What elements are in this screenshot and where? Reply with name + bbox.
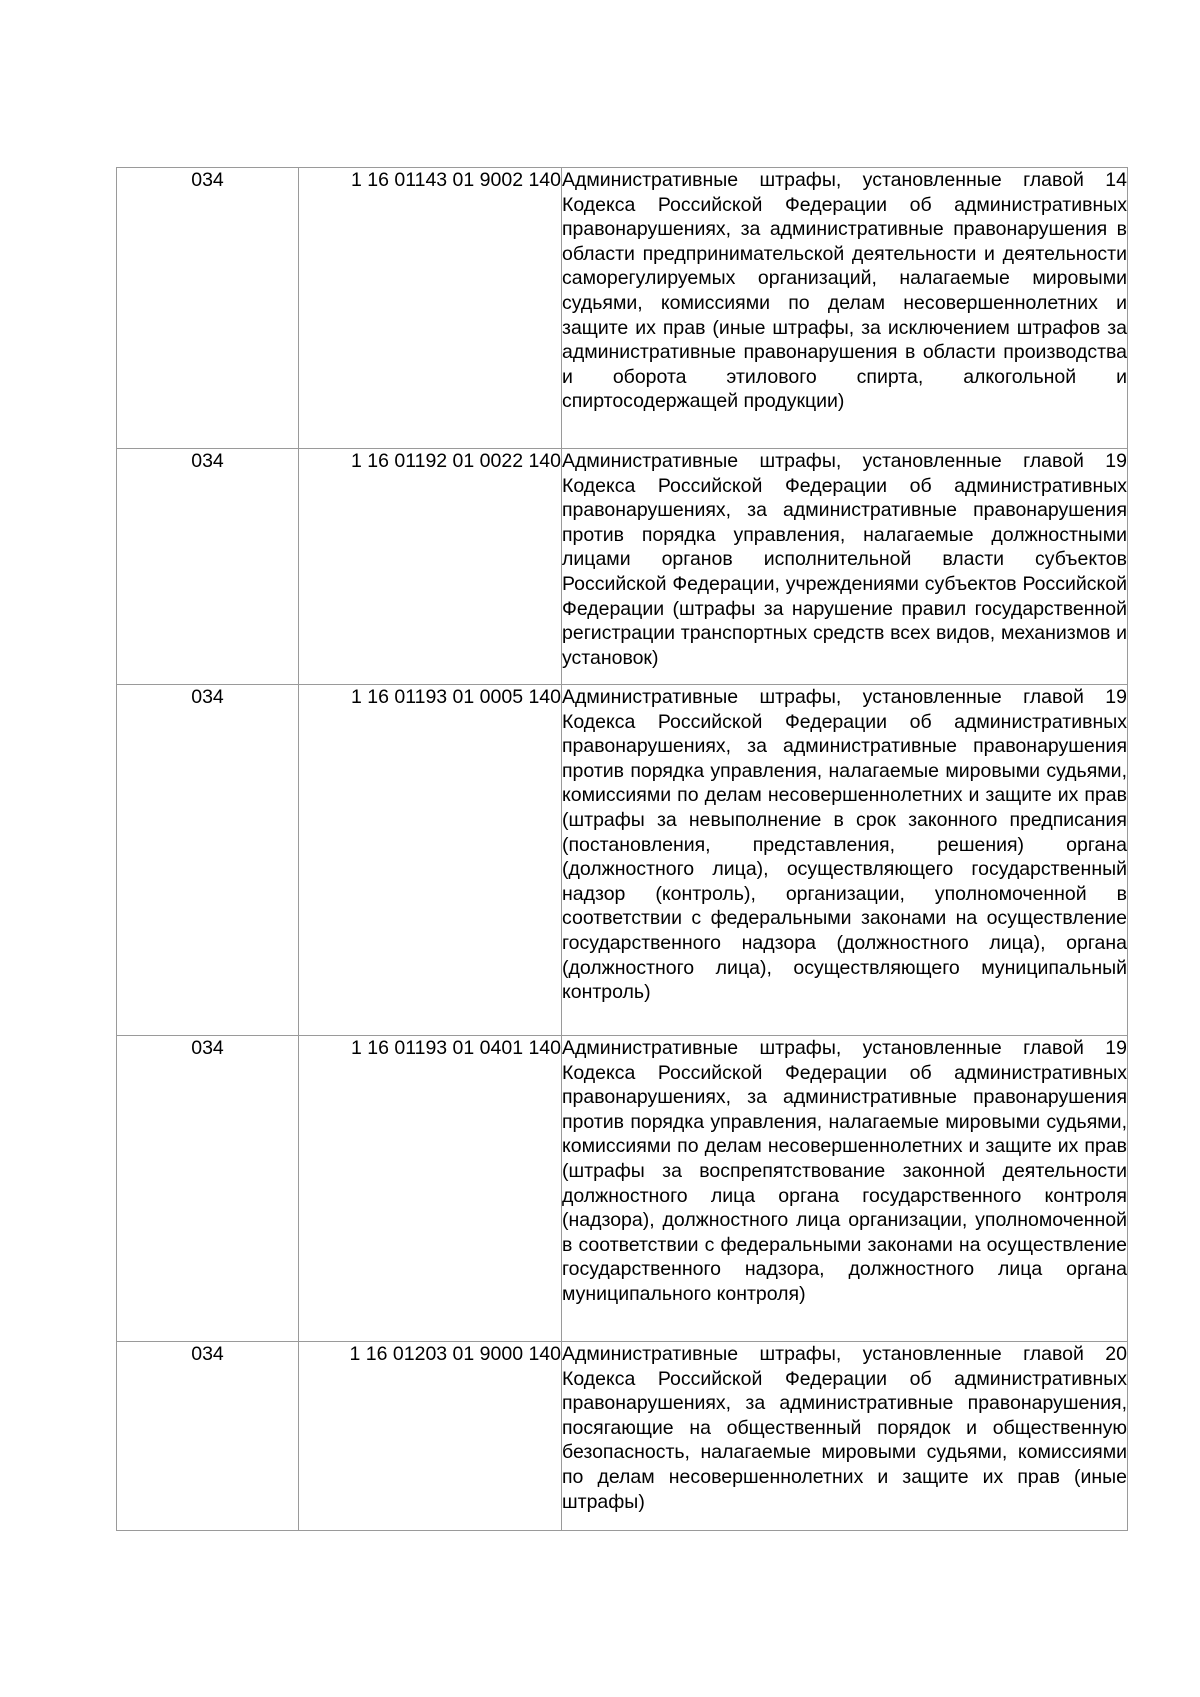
description-cell — [562, 685, 1128, 1036]
kbk-code-cell: 1 16 01143 01 9002 140 — [299, 168, 562, 449]
kbk-code-cell: 1 16 01203 01 9000 140 — [299, 1342, 562, 1531]
description-cell — [562, 168, 1128, 449]
fines-table — [116, 167, 1128, 1531]
table-row — [117, 1036, 1128, 1342]
table-row — [117, 1342, 1128, 1531]
admin-code-cell: 034 — [117, 168, 299, 449]
table-row — [117, 685, 1128, 1036]
description-cell — [562, 1036, 1128, 1342]
table-row — [117, 168, 1128, 449]
kbk-code-cell: 1 16 01193 01 0005 140 — [299, 685, 562, 1036]
admin-code-cell: 034 — [117, 1036, 299, 1342]
admin-code-cell: 034 — [117, 449, 299, 685]
kbk-code-cell: 1 16 01192 01 0022 140 — [299, 449, 562, 685]
description-cell — [562, 1342, 1128, 1531]
description-text: Административные штрафы, установленные главой 19 Кодекса Российской Федерации об административных правонарушениях, за административные правонарушения против порядка управления, налагаемые должностными лицами органов исполнительной власти субъектов Российской Федерации, учреждениями субъектов Российской Федерации (штрафы за нарушение правил государственной регистрации транспортных средств всех видов, механизмов и установок) — [562, 450, 1127, 669]
description-text: Административные штрафы, установленные главой 14 Кодекса Российской Федерации об административных правонарушениях, за административные правонарушения в области предпринимательской деятельности и деятельности саморегулируемых организаций, налагаемые мировыми судьями, комиссиями по делам несовершеннолетних и защите их прав (иные штрафы, за исключением штрафов за административные правонарушения в области производства и оборота этилового спирта, алкогольной и спиртосодержащей продукции) — [562, 169, 1127, 413]
admin-code-cell: 034 — [117, 1342, 299, 1531]
description-text: Административные штрафы, установленные главой 19 Кодекса Российской Федерации об административных правонарушениях, за административные правонарушения против порядка управления, налагаемые мировыми судьями, комиссиями по делам несовершеннолетних и защите их прав (штрафы за невыполнение в срок законного предписания (постановления, представления, решения) органа (должностного лица), осуществляющего государственный надзор (контроль), организации, уполномоченной в соответствии с федеральными законами на осуществление государственного надзора (должностного лица), органа (должностного лица), осуществляющего муниципальный контроль) — [562, 686, 1127, 1004]
admin-code-cell: 034 — [117, 685, 299, 1036]
description-text: Административные штрафы, установленные главой 19 Кодекса Российской Федерации об административных правонарушениях, за административные правонарушения против порядка управления, налагаемые мировыми судьями, комиссиями по делам несовершеннолетних и защите их прав (штрафы за воспрепятствование законной деятельности должностного лица органа государственного контроля (надзора), должностного лица организации, уполномоченной в соответствии с федеральными законами на осуществление государственного надзора, должностного лица органа муниципального контроля) — [562, 1037, 1127, 1305]
description-text: Административные штрафы, установленные главой 20 Кодекса Российской Федерации об административных правонарушениях, за административные правонарушения, посягающие на общественный порядок и общественную безопасность, налагаемые мировыми судьями, комиссиями по делам несовершеннолетних и защите их прав (иные штрафы) — [562, 1343, 1127, 1513]
description-cell — [562, 449, 1128, 685]
kbk-code-cell: 1 16 01193 01 0401 140 — [299, 1036, 562, 1342]
table-row — [117, 449, 1128, 685]
